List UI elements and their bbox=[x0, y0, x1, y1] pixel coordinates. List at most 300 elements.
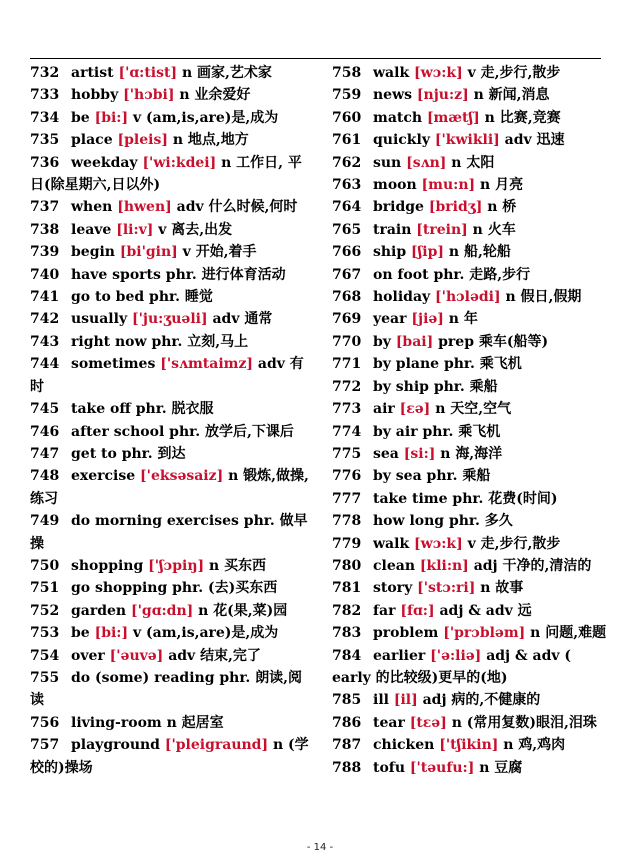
entry-phonetic: ['eksəsaiz] bbox=[140, 468, 224, 485]
entry-phonetic: [jiə] bbox=[411, 311, 444, 328]
entry-meaning: 离去,出发 bbox=[171, 221, 233, 238]
entry-word: bridge bbox=[373, 199, 424, 216]
entry-number: 776 bbox=[332, 468, 362, 485]
entry-meaning: 问题,难题 bbox=[545, 625, 607, 642]
entry-pos: v bbox=[132, 109, 142, 126]
entry-number: 782 bbox=[332, 602, 362, 619]
entry-phonetic: [bi:] bbox=[94, 625, 129, 642]
entry-phonetic: [hwen] bbox=[117, 199, 172, 216]
entry-number: 740 bbox=[30, 266, 60, 283]
entry-pos: phr. bbox=[433, 378, 465, 395]
entry-phonetic: [bai] bbox=[395, 333, 434, 350]
entry-word: sometimes bbox=[71, 356, 156, 373]
entry-number: 753 bbox=[30, 625, 60, 642]
entry-meaning: 新闻,消息 bbox=[488, 87, 550, 104]
entry-word: story bbox=[373, 580, 413, 597]
entry-pos: n bbox=[435, 401, 446, 418]
entry-phonetic: ['gɑ:dn] bbox=[131, 602, 194, 619]
entry-phonetic: ['wi:kdei] bbox=[142, 154, 217, 171]
entry-word: news bbox=[373, 87, 413, 104]
entry-pos: n bbox=[221, 154, 232, 171]
vocab-entry bbox=[30, 353, 312, 398]
entry-word: sun bbox=[373, 154, 402, 171]
entry-meaning: 月亮 bbox=[495, 177, 524, 194]
entry-word: walk bbox=[373, 65, 410, 81]
vocab-entry bbox=[332, 488, 607, 510]
entry-number: 778 bbox=[332, 513, 362, 530]
entry-pos: adv bbox=[176, 199, 204, 216]
entry-number: 763 bbox=[332, 177, 362, 194]
entry-phonetic: ['prɔbləm] bbox=[443, 625, 526, 642]
entry-word: living-room bbox=[71, 714, 162, 731]
entry-pos: phr. bbox=[443, 356, 475, 373]
entry-meaning: 海,海洋 bbox=[455, 445, 503, 462]
entry-word: air bbox=[373, 401, 395, 418]
entry-pos: adj & adv bbox=[486, 647, 560, 664]
entry-meaning: 故事 bbox=[495, 580, 524, 597]
entry-pos: n bbox=[440, 445, 451, 462]
entry-meaning: 放学后,下课后 bbox=[204, 423, 294, 440]
entry-meaning: 脱衣服 bbox=[171, 401, 214, 418]
vocab-entry bbox=[332, 129, 607, 151]
entry-phonetic: ['stɔ:ri] bbox=[417, 580, 476, 597]
entry-meaning: 船,轮船 bbox=[463, 244, 511, 261]
entry-meaning: 乘车(船等) bbox=[478, 333, 549, 350]
entry-phonetic: [wɔ:k] bbox=[414, 65, 463, 81]
entry-number: 735 bbox=[30, 132, 60, 149]
entry-number: 749 bbox=[30, 513, 60, 530]
entry-phonetic: [ʃip] bbox=[411, 244, 445, 261]
vocab-entry bbox=[332, 757, 607, 779]
entry-word: go to bed bbox=[71, 289, 145, 306]
entry-phonetic: ['əuvə] bbox=[109, 647, 164, 664]
entry-word: take time bbox=[373, 490, 448, 507]
entry-pos: phr. bbox=[243, 513, 275, 530]
entry-meaning: 什么时候,何时 bbox=[208, 199, 298, 216]
entry-number: 758 bbox=[332, 65, 362, 81]
entry-meaning: 花(果,菜)园 bbox=[213, 602, 288, 619]
entry-pos: phr. bbox=[135, 401, 167, 418]
entry-phonetic: [mætʃ] bbox=[426, 109, 480, 126]
entry-phonetic: ['ə:liə] bbox=[430, 647, 482, 664]
entry-phonetic: [fɑ:] bbox=[400, 602, 435, 619]
entry-pos: n bbox=[472, 221, 483, 238]
entry-meaning: 多久 bbox=[484, 513, 513, 530]
vocab-entry bbox=[30, 645, 312, 667]
entry-meaning: ( early 的比较级)更早的(地) bbox=[332, 647, 571, 686]
entry-word: do morning exercises bbox=[71, 513, 239, 530]
entry-phonetic: [bi:] bbox=[94, 109, 129, 126]
entry-pos: n bbox=[172, 132, 184, 149]
entry-word: be bbox=[71, 109, 90, 126]
entry-word: garden bbox=[71, 602, 127, 619]
entry-phonetic: [kli:n] bbox=[419, 557, 469, 574]
vocab-entry bbox=[30, 196, 312, 218]
entry-number: 741 bbox=[30, 289, 60, 306]
entry-meaning: (am,is,are)是,成为 bbox=[146, 109, 279, 126]
entry-meaning: 桥 bbox=[502, 199, 517, 216]
entry-pos: adj bbox=[473, 557, 498, 574]
entry-pos: n bbox=[480, 177, 491, 194]
entry-pos: n bbox=[484, 109, 495, 126]
entry-pos: phr. bbox=[452, 490, 484, 507]
entry-phonetic: ['hɔbi] bbox=[123, 87, 175, 104]
entry-pos: adv bbox=[257, 356, 285, 373]
vocab-entry bbox=[30, 152, 312, 197]
entry-number: 772 bbox=[332, 378, 362, 395]
vocab-entry bbox=[332, 62, 607, 84]
entry-number: 756 bbox=[30, 714, 60, 731]
entry-word: by sea bbox=[373, 468, 422, 485]
entry-number: 777 bbox=[332, 490, 362, 507]
entry-number: 739 bbox=[30, 244, 60, 261]
entry-word: by air bbox=[373, 423, 418, 440]
entry-number: 747 bbox=[30, 445, 60, 462]
entry-number: 773 bbox=[332, 401, 362, 418]
entry-word: when bbox=[71, 199, 113, 216]
vocab-entry bbox=[30, 107, 312, 129]
entry-phonetic: [pleis] bbox=[117, 132, 168, 149]
entry-pos: n bbox=[198, 602, 209, 619]
entry-word: how long bbox=[373, 513, 445, 530]
vocab-entry bbox=[332, 107, 607, 129]
entry-number: 785 bbox=[332, 692, 362, 709]
entry-pos: phr. bbox=[151, 333, 183, 350]
entry-number: 764 bbox=[332, 199, 362, 216]
entry-number: 767 bbox=[332, 266, 362, 283]
entry-word: clean bbox=[373, 557, 415, 574]
entry-meaning: 花费(时间) bbox=[488, 490, 558, 507]
vocab-entry bbox=[30, 241, 312, 263]
entry-number: 760 bbox=[332, 109, 362, 126]
vocab-entry bbox=[332, 174, 607, 196]
vocab-entry bbox=[30, 622, 312, 644]
entry-phonetic: [bridʒ] bbox=[428, 199, 483, 216]
entry-phonetic: ['pleigraund] bbox=[164, 737, 269, 754]
entry-word: by bbox=[373, 333, 391, 350]
entry-meaning: 进行体育活动 bbox=[201, 266, 286, 283]
entry-number: 779 bbox=[332, 535, 362, 552]
entry-phonetic: [tεə] bbox=[409, 714, 447, 731]
vocab-entry bbox=[332, 308, 607, 330]
entry-pos: v bbox=[467, 535, 476, 552]
entry-meaning: 乘飞机 bbox=[458, 423, 501, 440]
entry-phonetic: ['təufu:] bbox=[409, 759, 475, 776]
entry-number: 746 bbox=[30, 423, 60, 440]
entry-word: moon bbox=[373, 177, 417, 194]
entry-word: get to bbox=[71, 445, 117, 462]
entry-phonetic: ['tʃikin] bbox=[439, 737, 499, 754]
vocab-entry bbox=[30, 734, 312, 779]
entry-pos: adv bbox=[168, 647, 196, 664]
entry-word: begin bbox=[71, 244, 115, 261]
entry-number: 755 bbox=[30, 669, 60, 686]
entry-meaning: (am,is,are)是,成为 bbox=[146, 625, 279, 642]
vocab-entry bbox=[30, 84, 312, 106]
entry-pos: n bbox=[505, 289, 516, 306]
entry-number: 771 bbox=[332, 356, 362, 373]
entry-phonetic: [sʌn] bbox=[406, 154, 447, 171]
entry-number: 757 bbox=[30, 737, 60, 754]
entry-word: after school bbox=[71, 423, 165, 440]
vocab-entry bbox=[30, 331, 312, 353]
right-column bbox=[332, 62, 607, 779]
entry-number: 783 bbox=[332, 625, 362, 642]
entry-phonetic: [mu:n] bbox=[421, 177, 476, 194]
vocab-entry bbox=[30, 264, 312, 286]
entry-meaning: 锻炼,做操,练习 bbox=[30, 468, 309, 507]
entry-number: 744 bbox=[30, 356, 60, 373]
entry-meaning: 年 bbox=[463, 311, 478, 328]
vocab-entry bbox=[30, 510, 312, 555]
entry-word: tofu bbox=[373, 759, 406, 776]
vocab-entry bbox=[332, 152, 607, 174]
vocab-entry bbox=[30, 465, 312, 510]
entry-word: match bbox=[373, 109, 423, 126]
entry-meaning: (去)买东西 bbox=[207, 580, 278, 597]
vocab-entry bbox=[30, 667, 312, 712]
entry-word: be bbox=[71, 625, 90, 642]
entry-number: 733 bbox=[30, 87, 60, 104]
vocab-entry bbox=[332, 398, 607, 420]
entry-pos: phr. bbox=[172, 580, 204, 597]
entry-word: walk bbox=[373, 535, 410, 552]
vocab-entry bbox=[332, 219, 607, 241]
entry-meaning: 结束,完了 bbox=[200, 647, 261, 664]
entry-word: by plane bbox=[373, 356, 440, 373]
entry-meaning: 乘船 bbox=[469, 378, 498, 395]
entry-meaning: 到达 bbox=[157, 445, 186, 462]
entry-pos: phr. bbox=[433, 266, 465, 283]
vocab-entry bbox=[332, 465, 607, 487]
entry-pos: n bbox=[503, 737, 514, 754]
entry-number: 769 bbox=[332, 311, 362, 328]
entry-word: hobby bbox=[71, 87, 119, 104]
entry-number: 750 bbox=[30, 557, 60, 574]
entry-meaning: 睡觉 bbox=[184, 289, 213, 306]
entry-word: sea bbox=[373, 445, 399, 462]
entry-pos: n bbox=[473, 87, 484, 104]
entry-phonetic: ['hɔlədi] bbox=[435, 289, 501, 306]
entry-pos: n bbox=[448, 244, 460, 261]
entry-meaning: 火车 bbox=[487, 221, 516, 238]
entry-word: go shopping bbox=[71, 580, 168, 597]
entry-number: 736 bbox=[30, 154, 60, 171]
entry-word: take off bbox=[71, 401, 131, 418]
vocab-entry bbox=[30, 129, 312, 151]
entry-pos: v bbox=[158, 221, 167, 238]
entry-word: have sports bbox=[71, 266, 161, 283]
entry-word: ship bbox=[373, 244, 407, 261]
vocab-entry bbox=[30, 286, 312, 308]
entry-word: shopping bbox=[71, 557, 144, 574]
entry-pos: n bbox=[480, 580, 491, 597]
entry-pos: adj & adv bbox=[439, 602, 513, 619]
entry-number: 754 bbox=[30, 647, 60, 664]
vocab-entry bbox=[30, 443, 312, 465]
entry-pos: v bbox=[132, 625, 142, 642]
vocab-entry bbox=[332, 241, 607, 263]
entry-meaning: 天空,空气 bbox=[450, 401, 512, 418]
entry-word: artist bbox=[71, 65, 114, 81]
entry-meaning: (常用复数)眼泪,泪珠 bbox=[466, 714, 597, 731]
entry-pos: phr. bbox=[426, 468, 458, 485]
entry-number: 765 bbox=[332, 221, 362, 238]
entry-meaning: 通常 bbox=[244, 311, 273, 328]
entry-word: right now bbox=[71, 333, 147, 350]
entry-phonetic: ['kwikli] bbox=[434, 132, 500, 149]
page-number: - 14 - bbox=[306, 842, 334, 853]
entry-pos: n bbox=[181, 65, 193, 81]
entry-pos: n bbox=[451, 154, 462, 171]
vocab-entry bbox=[332, 622, 607, 644]
entry-word: on foot bbox=[373, 266, 429, 283]
entry-number: 784 bbox=[332, 647, 362, 664]
entry-word: ill bbox=[373, 692, 389, 709]
vocab-entry bbox=[332, 196, 607, 218]
entry-word: usually bbox=[71, 311, 128, 328]
vocab-entry bbox=[30, 398, 312, 420]
entry-word: leave bbox=[71, 221, 112, 238]
entry-pos: prep bbox=[438, 333, 474, 350]
entry-number: 786 bbox=[332, 714, 362, 731]
entry-meaning: 迅速 bbox=[536, 132, 565, 149]
entry-number: 734 bbox=[30, 109, 60, 126]
entry-meaning: 豆腐 bbox=[494, 759, 523, 776]
entry-word: playground bbox=[71, 737, 160, 754]
entry-meaning: 有时 bbox=[30, 356, 304, 395]
entry-pos: phr. bbox=[219, 669, 251, 686]
entry-pos: adv bbox=[212, 311, 240, 328]
entry-pos: n bbox=[479, 759, 490, 776]
vocab-entry bbox=[332, 689, 607, 711]
entry-meaning: 走路,步行 bbox=[469, 266, 531, 283]
entry-number: 748 bbox=[30, 468, 60, 485]
entry-word: do (some) reading bbox=[71, 669, 215, 686]
entry-number: 781 bbox=[332, 580, 362, 597]
entry-meaning: 起居室 bbox=[181, 714, 224, 731]
entry-phonetic: [εə] bbox=[399, 401, 431, 418]
entry-phonetic: [il] bbox=[393, 692, 418, 709]
entry-number: 766 bbox=[332, 244, 362, 261]
entry-number: 780 bbox=[332, 557, 362, 574]
header-rule bbox=[30, 58, 601, 59]
entry-pos: adv bbox=[504, 132, 532, 149]
entry-meaning: 立刻,马上 bbox=[187, 333, 249, 350]
entry-pos: adj bbox=[422, 692, 447, 709]
entry-pos: phr. bbox=[169, 423, 201, 440]
entry-number: 752 bbox=[30, 602, 60, 619]
entry-number: 774 bbox=[332, 423, 362, 440]
entry-number: 770 bbox=[332, 333, 362, 350]
entry-pos: phr. bbox=[448, 513, 480, 530]
entry-meaning: 比赛,竞赛 bbox=[499, 109, 561, 126]
entry-meaning: 工作日, 平日(除星期六,日以外) bbox=[30, 154, 302, 194]
vocab-entry bbox=[332, 331, 607, 353]
entry-word: problem bbox=[373, 625, 439, 642]
entry-pos: n bbox=[530, 625, 541, 642]
entry-pos: n bbox=[272, 737, 284, 754]
entry-phonetic: ['ɑ:tist] bbox=[118, 65, 178, 81]
entry-word: train bbox=[373, 221, 412, 238]
entry-pos: phr. bbox=[165, 266, 197, 283]
entry-number: 738 bbox=[30, 221, 60, 238]
entry-meaning: 地点,地方 bbox=[187, 132, 249, 149]
entry-number: 787 bbox=[332, 737, 362, 754]
entry-pos: phr. bbox=[121, 445, 153, 462]
vocab-entry bbox=[332, 353, 607, 375]
vocab-entry bbox=[332, 510, 607, 532]
vocab-entry bbox=[30, 555, 312, 577]
vocab-entry bbox=[332, 555, 607, 577]
entry-word: exercise bbox=[71, 468, 136, 485]
entry-pos: n bbox=[179, 87, 190, 104]
vocab-entry bbox=[332, 533, 607, 555]
entry-word: chicken bbox=[373, 737, 435, 754]
vocab-entry bbox=[30, 600, 312, 622]
vocab-entry bbox=[30, 219, 312, 241]
entry-number: 751 bbox=[30, 580, 60, 597]
entry-word: by ship bbox=[373, 378, 429, 395]
entry-phonetic: ['sʌmtaimz] bbox=[160, 356, 254, 373]
entry-meaning: 开始,着手 bbox=[195, 244, 257, 261]
vocab-entry bbox=[332, 84, 607, 106]
entry-pos: n bbox=[448, 311, 459, 328]
entry-pos: v bbox=[467, 65, 476, 81]
entry-word: quickly bbox=[373, 132, 430, 149]
vocab-entry bbox=[332, 734, 607, 756]
entry-pos: v bbox=[182, 244, 191, 261]
entry-number: 732 bbox=[30, 65, 60, 81]
entry-phonetic: [li:v] bbox=[116, 221, 154, 238]
left-column bbox=[30, 62, 312, 779]
vocab-entry bbox=[30, 577, 312, 599]
vocab-entry bbox=[30, 308, 312, 330]
entry-pos: n bbox=[228, 468, 239, 485]
entry-word: year bbox=[373, 311, 407, 328]
entry-word: holiday bbox=[373, 289, 431, 306]
entry-meaning: 买东西 bbox=[224, 557, 267, 574]
vocab-entry bbox=[332, 264, 607, 286]
vocab-entry bbox=[332, 421, 607, 443]
entry-meaning: 太阳 bbox=[466, 154, 495, 171]
entry-meaning: 走,步行,散步 bbox=[480, 535, 561, 552]
entry-number: 761 bbox=[332, 132, 362, 149]
entry-word: over bbox=[71, 647, 105, 664]
entry-number: 768 bbox=[332, 289, 362, 306]
entry-meaning: 朗读,阅读 bbox=[30, 669, 303, 709]
vocab-entry bbox=[30, 712, 312, 734]
entry-meaning: 业余爱好 bbox=[194, 87, 251, 104]
entry-meaning: 病的,不健康的 bbox=[451, 692, 541, 709]
entry-number: 743 bbox=[30, 333, 60, 350]
entry-phonetic: [trein] bbox=[416, 221, 468, 238]
entry-meaning: 乘船 bbox=[462, 468, 491, 485]
entry-meaning: 做早操 bbox=[30, 513, 308, 552]
vocab-entry bbox=[332, 286, 607, 308]
entry-word: weekday bbox=[71, 154, 138, 171]
entry-phonetic: [si:] bbox=[403, 445, 436, 462]
entry-number: 788 bbox=[332, 759, 362, 776]
entry-pos: phr. bbox=[149, 289, 180, 306]
entry-phonetic: [nju:z] bbox=[416, 87, 469, 104]
entry-word: place bbox=[71, 132, 113, 149]
entry-phonetic: ['ju:ʒuəli] bbox=[131, 311, 208, 328]
entry-number: 742 bbox=[30, 311, 60, 328]
entry-word: tear bbox=[373, 714, 405, 731]
entry-pos: n bbox=[487, 199, 498, 216]
entry-number: 745 bbox=[30, 401, 60, 418]
